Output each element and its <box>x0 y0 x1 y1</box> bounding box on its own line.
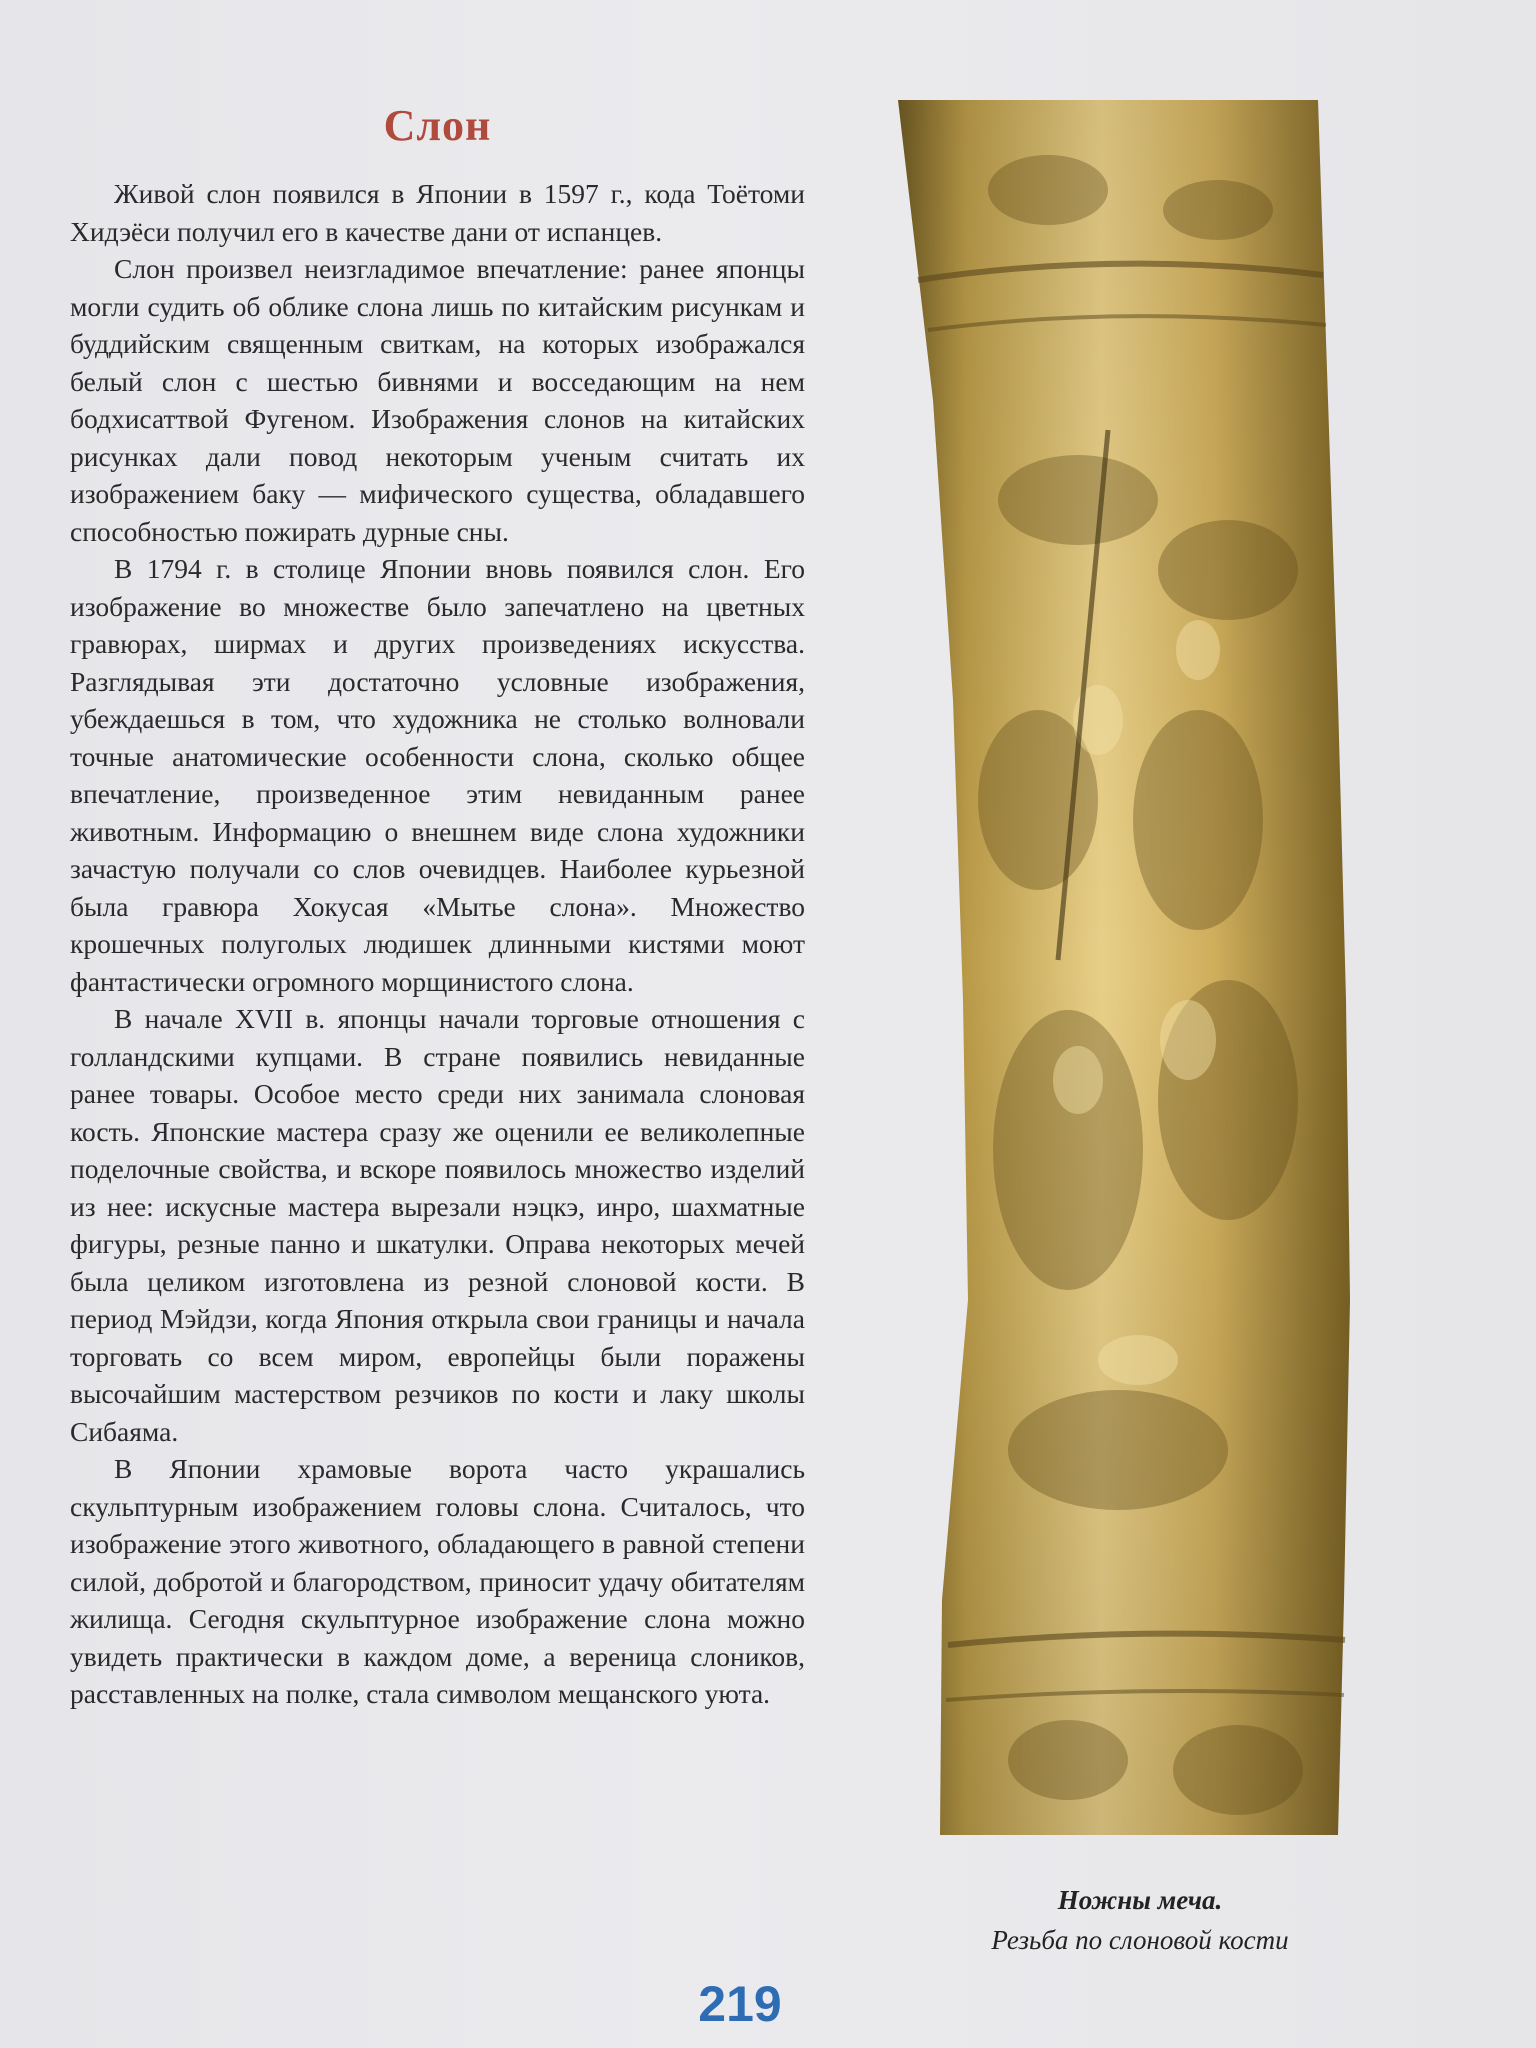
article-column <box>70 100 805 1713</box>
paragraph: Живой слон появился в Японии в 1597 г., кода Тоётоми Хидэёси получил его в качестве дани от испанцев. <box>70 178 805 247</box>
caption-title: Ножны меча. <box>1057 1885 1223 1915</box>
paragraph: В 1794 г. в столице Японии вновь появился слон. Его изображение во множестве было запечатлено на цветных гравюрах, ширмах и других произведениях искусства. Разглядывая эти достаточно условные изображения, убеждаешься в том, что художника не столько волновали точные анатомические особенности слона, сколько общее впечатление, произведенное этим невиданным ранее животным. Информацию о внешнем виде слона художники зачастую получали со слов очевидцев. Наиболее курьезной была гравюра Хокусая «Мытье слона». Множество крошечных полуголых людишек длинными кистями моют фантастически огромного морщинистого слона. <box>70 553 805 997</box>
caption-subtitle: Резьба по слоновой кости <box>991 1925 1289 1955</box>
paragraph: В Японии храмовые ворота часто украшались скульптурным изображением головы слона. Считалось, что изображение этого животного, обладающего в равной степени силой, добротой и благородством, приносит удачу обитателям жилища. Сегодня скульптурное изображение слона можно увидеть практически в каждом доме, а вереница слоников, расставленных на полке, стала символом мещанского уюта. <box>70 1453 805 1709</box>
figure-caption <box>870 1880 1410 1960</box>
page-number: 219 <box>698 1976 782 2032</box>
sword-scabbard-photo <box>898 100 1350 1840</box>
article-body <box>70 175 805 1713</box>
ivory-scabbard-image <box>898 100 1350 1840</box>
article-title: Слон <box>383 101 492 150</box>
paragraph: В начале XVII в. японцы начали торговые отношения с голландскими купцами. В стране появились невиданные ранее товары. Особое место среди них занимала слоновая кость. Японские мастера сразу же оценили ее великолепные поделочные свойства, и вскоре появилось множество изделий из нее: искусные мастера вырезали нэцкэ, инро, шахматные фигуры, резные панно и шкатулки. Оправа некоторых мечей была целиком изготовлена из резной слоновой кости. В период Мэйдзи, когда Япония открыла свои границы и начала торговать со всем миром, европейцы были поражены высочайшим мастерством резчиков по кости и лаку школы Сибаяма. <box>70 1003 805 1447</box>
paragraph: Слон произвел неизгладимое впечатление: ранее японцы могли судить об облике слона лишь по китайским рисункам и буддийским священным свиткам, на которых изображался белый слон с шестью бивнями и восседающим на нем бодхисаттвой Фугеном. Изображения слонов на китайских рисунках дали повод некоторым ученым считать их изображением баку — мифического существа, обладавшего способностью пожирать дурные сны. <box>70 253 805 547</box>
